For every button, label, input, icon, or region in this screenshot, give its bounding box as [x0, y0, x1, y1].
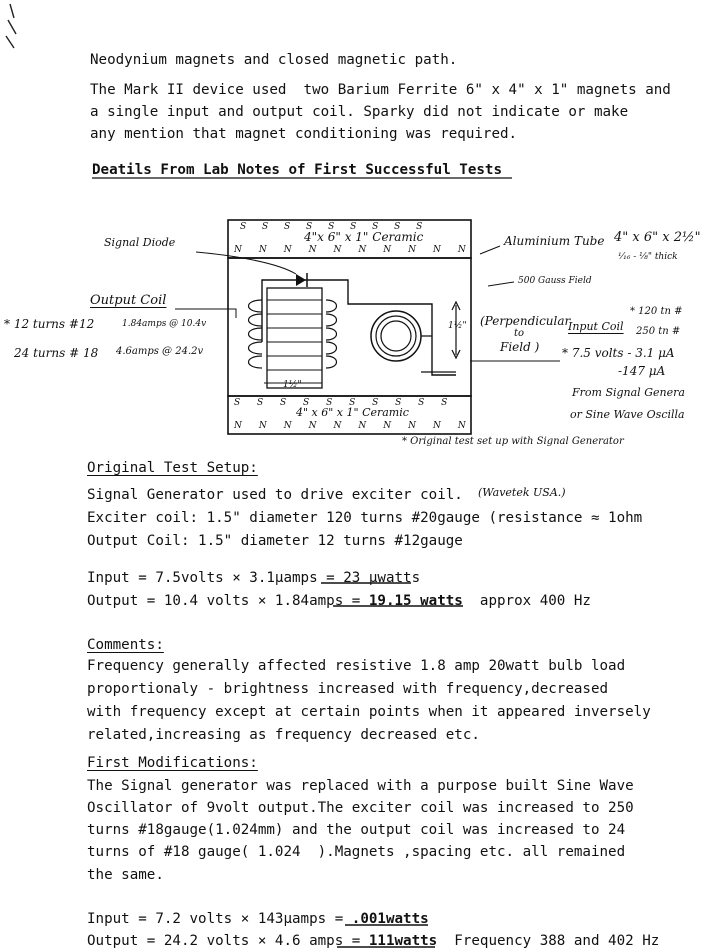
original-setup-note: * Original test set up with Signal Generator: [402, 436, 624, 447]
output-coil-windings-right: [326, 300, 337, 368]
intro-line: The Mark II device used two Barium Ferrite 6" x 4" x 1" magnets and: [90, 82, 671, 98]
setup-line: Output Coil: 1.5" diameter 12 turns #12gauge: [87, 533, 463, 549]
output-spec-1-power: 1.84amps @ 10.4v: [122, 319, 207, 329]
original-setup-heading: Original Test Setup:: [87, 460, 258, 476]
output-spec-1-turns: * 12 turns #12: [4, 317, 95, 331]
sine-wave-label: or Sine Wave Oscilla: [570, 408, 685, 421]
setup-line: Exciter coil: 1.5" diameter 120 turns #20gauge (resistance ≈ 1ohm: [87, 510, 643, 526]
section-title: Deatils From Lab Notes of First Successful Tests: [92, 162, 502, 178]
input-turns-1: * 120 tn #: [630, 306, 683, 317]
comments-line: with frequency except at certain points when it appeared inversely: [87, 704, 651, 720]
coil-width-label: 1½": [283, 380, 302, 390]
input-coil-inner: [381, 321, 411, 351]
input-coil-leads: [421, 336, 456, 372]
tube-leader: [480, 246, 500, 254]
setup-output-line: Output = 10.4 volts × 1.84amps = 19.15 watts approx 400 Hz: [87, 593, 591, 609]
input-coil-middle: [376, 316, 416, 356]
diode-symbol: [296, 274, 306, 286]
bottom-magnet-label: 4" x 6" x 1" Ceramic: [296, 406, 409, 419]
tube-thickness-label: ¹⁄₁₆ - ⅛" thick: [618, 252, 678, 262]
mods-line: the same.: [87, 867, 164, 883]
intro-line: any mention that magnet conditioning was required.: [90, 126, 518, 142]
corner-scribble: [6, 4, 16, 48]
from-signal-label: From Signal Genera: [572, 386, 685, 399]
bottom-magnet-s-row: SSSSSSSSSS: [234, 398, 465, 408]
first-mods-heading: First Modifications:: [87, 755, 258, 771]
diode-leader: [196, 252, 296, 274]
output-spec-2-turns: 24 turns # 18: [14, 346, 99, 360]
mods-line: The Signal generator was replaced with a purpose built Sine Wave: [87, 778, 634, 794]
gauss-field-label: 500 Gauss Field: [518, 276, 592, 286]
gauss-leader: [488, 282, 514, 286]
bottom-magnet-n-row: NNNNNNNNNN: [234, 421, 483, 431]
setup-line: Signal Generator used to drive exciter coil.: [87, 487, 463, 503]
comments-line: Frequency generally affected resistive 1.8 amp 20watt bulb load: [87, 658, 626, 674]
output-coil-windings: [249, 300, 263, 368]
output-spec-2-power: 4.6amps @ 24.2v: [116, 346, 204, 357]
signal-diode-label: Signal Diode: [104, 236, 176, 249]
input-coil-label: Input Coil: [568, 320, 624, 333]
comments-line: proportionaly - brightness increased with frequency,decreased: [87, 681, 609, 697]
input-volts-label: * 7.5 volts - 3.1 μA: [562, 346, 675, 360]
perpendicular-label: (Perpendicular: [480, 314, 571, 328]
mods-line: Oscillator of 9volt output.The exciter coil was increased to 250: [87, 800, 634, 816]
mods-line: turns #18gauge(1.024mm) and the output coil was increased to 24: [87, 822, 626, 838]
top-magnet-s-row: SSSSSSSSS: [240, 222, 439, 232]
comments-heading: Comments:: [87, 637, 164, 653]
field-label: Field ): [500, 340, 540, 354]
comments-line: related,increasing as frequency decreased etc.: [87, 727, 480, 743]
output-coil-turns: [267, 300, 322, 370]
output-leader: [175, 309, 236, 318]
intro-line: a single input and output coil. Sparky did not indicate or make: [90, 104, 629, 120]
output-coil-label: Output Coil: [90, 293, 167, 308]
to-label: to: [514, 328, 525, 339]
mods-input-line: Input = 7.2 volts × 143μamps = .001watts: [87, 911, 429, 927]
setup-input-line: Input = 7.5volts × 3.1μamps = 23 μwatts: [87, 570, 421, 586]
gap-label: 1½": [448, 321, 467, 331]
mods-output-line: Output = 24.2 volts × 4.6 amps = 111watts Frequency 388 and 402 Hz: [87, 933, 660, 949]
intro-line: Neodynium magnets and closed magnetic path.: [90, 52, 458, 68]
setup-line-note: (Wavetek USA.): [478, 486, 566, 499]
input-turns-2: 250 tn #: [636, 326, 681, 337]
top-magnet-label: 4"x 6" x 1" Ceramic: [304, 230, 424, 244]
output-coil-core: [267, 288, 322, 388]
top-magnet-n-row: NNNNNNNNNN: [234, 245, 483, 255]
tube-dims-label: 4" x 6" x 2½": [614, 230, 701, 245]
input-coil-outer: [371, 311, 421, 361]
input-ma-label: -147 μA: [618, 364, 666, 378]
aluminium-tube-label: Aluminium Tube: [504, 234, 605, 248]
mods-line: turns of #18 gauge( 1.024 ).Magnets ,spacing etc. all remained: [87, 844, 626, 860]
